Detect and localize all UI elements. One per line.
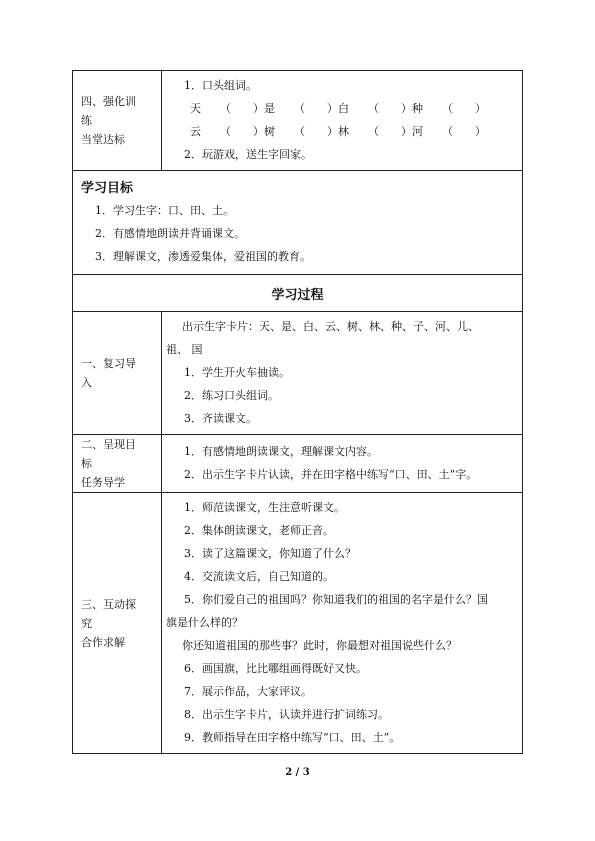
lesson-plan-page	[72, 70, 523, 754]
goals-cell	[73, 171, 523, 275]
process-title: 学习过程	[73, 275, 523, 312]
word-grid-row1: 天 （ ） 是 （ ） 白 （ ） 种 （ ）	[190, 102, 486, 115]
section4-item2: 2．玩游戏，送生字回家。	[184, 148, 312, 161]
explore-item: 2．集体朗读课文，老师正音。	[184, 524, 334, 537]
explore-item5-line2: 旗是什么样的？	[166, 616, 243, 629]
present-label: 二、呈现目 标 任务导学	[73, 435, 162, 493]
explore-item: 1．师范读课文，生注意听课文。	[184, 501, 345, 514]
word-grid-row2: 云 （ ） 树 （ ） 林 （ ） 河 （ ）	[190, 125, 486, 138]
review-intro-line1: 出示生字卡片：天、是、白、云、树、林、种、子、河、儿、	[182, 320, 479, 333]
present-item: 1．有感情地朗读课文，理解课文内容。	[184, 445, 378, 458]
present-item: 2．出示生字卡片认读，并在田字格中练写“口、田、土”字。	[184, 468, 478, 481]
row-section4	[73, 71, 523, 171]
explore-content	[162, 493, 523, 754]
review-item: 2．练习口头组词。	[184, 389, 279, 402]
review-intro-line2: 祖、 国	[166, 343, 203, 356]
row-review	[73, 312, 523, 435]
explore-item5-line1: 5．你们爱自己的祖国吗？你知道我们的祖国的名字是什么？国	[184, 593, 488, 606]
explore-item: 6．画国旗，比比哪组画得既好又快。	[184, 662, 367, 675]
explore-item: 3．读了这篇课文，你知道了什么？	[184, 547, 356, 560]
section4-item1: 1．口头组词。	[184, 79, 257, 92]
explore-item: 7．展示作品，大家评议。	[184, 685, 312, 698]
goals-title: 学习目标	[81, 181, 134, 196]
section4-content	[162, 71, 523, 171]
goal-item: 3．理解课文，渗透爱集体，爱祖国的教育。	[95, 250, 311, 263]
goals-list	[73, 199, 522, 274]
explore-label: 三、互动探 究 合作求解	[73, 493, 162, 754]
explore-item: 9．教师指导在田字格中练写“口、田、土”。	[184, 731, 401, 744]
review-content	[162, 312, 523, 435]
explore-item5-line3: 你还知道祖国的那些事？此时，你最想对祖国说些什么？	[182, 639, 457, 652]
goal-item: 1．学习生字：口、田、土。	[95, 204, 234, 217]
present-content	[162, 435, 523, 493]
explore-item: 8．出示生字卡片，认读并进行扩词练习。	[184, 708, 389, 721]
explore-item: 4．交流读文后，自己知道的。	[184, 570, 334, 583]
row-process-title	[73, 275, 523, 312]
row-goals	[73, 171, 523, 275]
page-number: 2 / 3	[285, 767, 310, 778]
goal-item: 2．有感情地朗读并背诵课文。	[95, 227, 245, 240]
row-explore	[73, 493, 523, 754]
review-item: 3．齐读课文。	[184, 412, 257, 425]
section4-label: 四、强化训 练 当堂达标	[73, 71, 162, 171]
review-item: 1．学生开火车抽读。	[184, 366, 290, 379]
lesson-table	[72, 70, 523, 754]
review-label: 一、复习导 入	[73, 312, 162, 435]
row-present	[73, 435, 523, 493]
